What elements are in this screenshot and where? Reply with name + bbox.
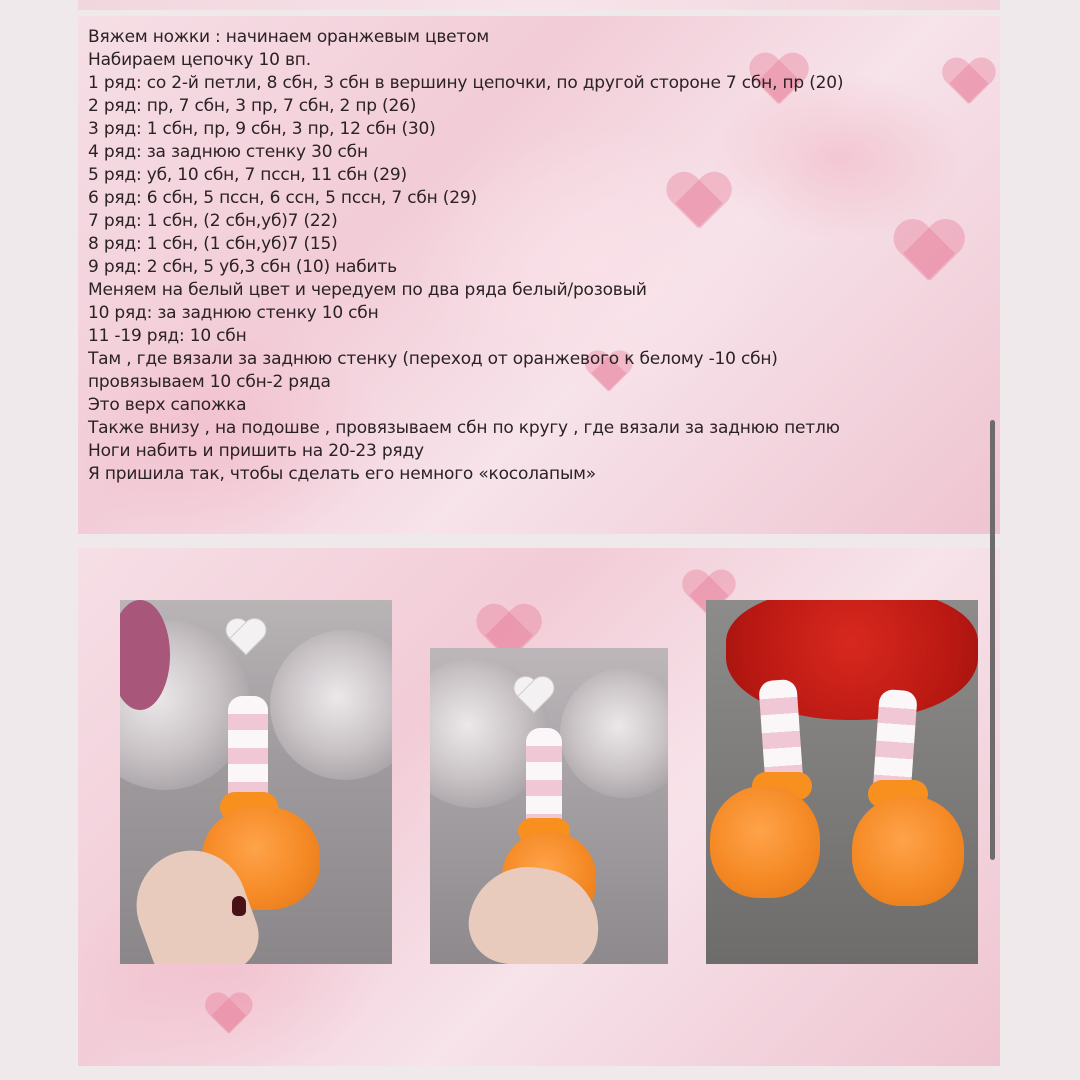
instruction-line: Вяжем ножки : начинаем оранжевым цветом [88,27,489,47]
background-rose [560,668,668,798]
scrollbar[interactable] [990,420,995,860]
instruction-line: 9 ряд: 2 сбн, 5 уб,3 сбн (10) набить [88,257,397,277]
photo-leg-in-hand-2 [430,648,668,964]
instruction-line: провязываем 10 сбн-2 ряда [88,372,331,392]
instruction-line: Также внизу , на подошве , провязываем сбн по кругу , где вязали за заднюю петлю [88,418,840,438]
heart-tag-icon [512,678,556,718]
instruction-line: Я пришила так, чтобы сделать его немного «косолапым» [88,464,596,484]
previous-panel-edge [78,0,1000,10]
instruction-line: Там , где вязали за заднюю стенку (переход от оранжевого к белому -10 сбн) [88,349,778,369]
knitted-leg [526,728,562,828]
background-heart-icon [204,993,252,1036]
knitted-leg [228,696,268,806]
instruction-lines [88,26,990,486]
photo-finished-legs [706,600,978,964]
instruction-line: 5 ряд: уб, 10 сбн, 7 пссн, 11 сбн (29) [88,165,407,185]
orange-boot-left [710,786,820,898]
instruction-line: 1 ряд: со 2-й петли, 8 сбн, 3 сбн в вершину цепочки, по другой стороне 7 сбн, пр (20) [88,73,844,93]
instruction-line: 2 ряд: пр, 7 сбн, 3 пр, 7 сбн, 2 пр (26) [88,96,417,116]
background-rose [270,630,392,780]
instruction-line: 11 -19 ряд: 10 сбн [88,326,247,346]
instruction-line: 8 ряд: 1 сбн, (1 сбн,уб)7 (15) [88,234,338,254]
instruction-line: Это верх сапожка [88,395,247,415]
orange-boot-right [852,796,964,906]
heart-tag-icon [224,620,268,660]
instruction-line: Набираем цепочку 10 вп. [88,50,311,70]
instruction-line: 7 ряд: 1 сбн, (2 сбн,уб)7 (22) [88,211,338,231]
photo-leg-in-hand-1 [120,600,392,964]
instruction-line: 10 ряд: за заднюю стенку 10 сбн [88,303,379,323]
fingernail [232,896,246,916]
instruction-line: Меняем на белый цвет и чередуем по два ряда белый/розовый [88,280,647,300]
instruction-line: 4 ряд: за заднюю стенку 30 сбн [88,142,368,162]
instruction-line: Ноги набить и пришить на 20-23 ряду [88,441,424,461]
instructions-panel [78,16,1000,534]
photos-panel [78,548,1000,1066]
instruction-line: 6 ряд: 6 сбн, 5 пссн, 6 ссн, 5 пссн, 7 сбн (29) [88,188,477,208]
instruction-line: 3 ряд: 1 сбн, пр, 9 сбн, 3 пр, 12 сбн (30) [88,119,436,139]
